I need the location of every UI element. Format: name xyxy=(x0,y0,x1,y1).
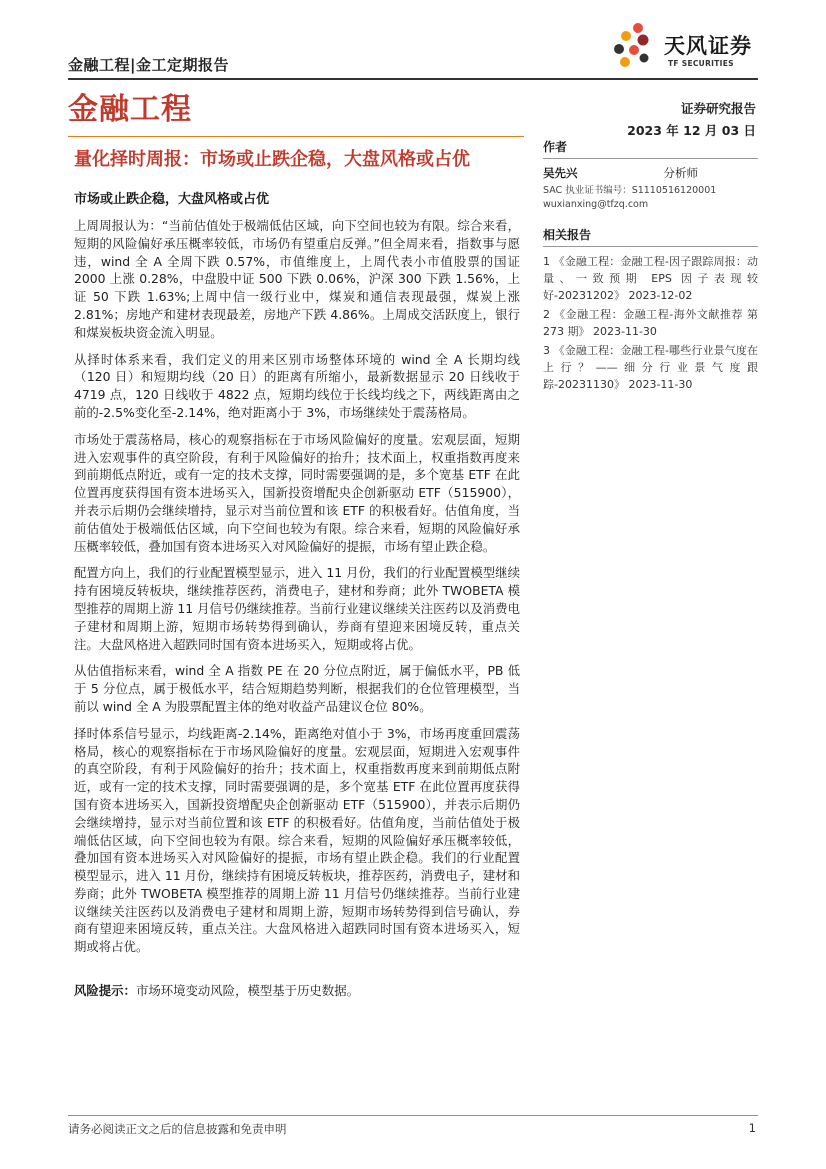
paragraph: 从估值指标来看，wind 全 A 指数 PE 在 20 分位点附近，属于偏低水平，PB 低于 5 分位点，属于极低水平，结合短期趋势判断，根据我们的仓位管理模型，当前以 wind 全 A 为股票配置主体的绝对收益产品建议仓位 80%。 xyxy=(74,663,520,714)
summary-heading: 市场或止跌企稳，大盘风格或占优 xyxy=(74,192,270,207)
related-report-link[interactable]: 3 《金融工程：金融工程-哪些行业景气度在上行？——细分行业景气度跟踪-20231130》 2023-11-30 xyxy=(543,344,758,391)
tf-logo-icon xyxy=(610,22,656,70)
page-number: 1 xyxy=(748,1121,756,1135)
document-title: 量化择时周报：市场或止跌企稳，大盘风格或占优 xyxy=(74,149,470,170)
report-type: 证券研究报告 xyxy=(680,101,756,116)
author-role: 分析师 xyxy=(663,166,698,180)
risk-label: 风险提示： xyxy=(74,983,136,999)
paragraph: 择时体系信号显示，均线距离-2.14%，距离绝对值小于 3%，市场再度重回震荡格局，核心的观察指标在于市场风险偏好的度量。宏观层面，短期进入宏观事件的真空阶段，有利于风险偏好的抬升；技术面上，权重指数再度来到前期低点附近，或有一定的技术支撑，同时需要强调的是，多个宽基 ETF 在此位置再度获得国有资本进场买入，国新投资增配央企创新驱动 ETF（515900），并表示后期仍会继续增持，显示对当前位置和该 ETF 的积极看好。估值角度，当前估值处于极端低估区域，向下空间也较为有限。综合来看，短期的风险偏好承压概率较低，叠加国有资本进场买入对风险偏好的提振，市场有望止跌企稳。我们的行业配置模型显示，进入 11 月份，继续持有困境反转板块，推荐医药，消费电子，建材和券商；此外 TWOBETA 模型推荐的周期上游 11 月信号仍继续推荐。当前行业建议继续关注医药以及消费电子建材和周期上游，短期市场转势得到信号确认，券商有望迎来困境反转，重点关注。大盘风格进入超跌同时国有资本进场买入，短期或将占优。 xyxy=(74,725,520,955)
header-divider xyxy=(68,78,758,80)
author-email[interactable]: wuxianxing@tfzq.com xyxy=(543,199,649,210)
logo-name-en: TF SECURITIES xyxy=(668,59,734,68)
section-title: 金融工程 xyxy=(68,92,192,127)
risk-note xyxy=(74,982,520,1000)
company-logo xyxy=(610,22,760,70)
main-body xyxy=(74,188,520,1000)
title-divider xyxy=(68,136,524,137)
related-report-link[interactable]: 2 《金融工程：金融工程-海外文献推荐 第 273 期》 2023-11-30 xyxy=(543,308,758,338)
paragraph: 市场处于震荡格局，核心的观察指标在于市场风险偏好的度量。宏观层面，短期进入宏观事件的真空阶段，有利于风险偏好的抬升；技术面上，权重指数再度来到前期低点附近，或有一定的技术支撑，同时需要强调的是，多个宽基 ETF 在此位置再度获得国有资本进场买入，国新投资增配央企创新驱动 ETF（515900），并表示后期仍会继续增持，显示对当前位置和该 ETF 的积极看好。估值角度，当前估值处于极端低估区域，向下空间也较为有限。综合来看，短期的风险偏好承压概率较低，叠加国有资本进场买入对风险偏好的提振，市场有望止跌企稳。 xyxy=(74,431,520,554)
footer-divider xyxy=(68,1115,758,1116)
author-name: 吴先兴 xyxy=(543,166,578,180)
logo-name-cn: 天风证券 xyxy=(664,34,752,58)
paragraph: 从择时体系来看，我们定义的用来区别市场整体环境的 wind 全 A 长期均线（120 日）和短期均线（20 日）的距离有所缩小，最新数据显示 20 日线收于 4719 点，120 日线收于 4822 点，短期均线位于长线均线之下，两线距离由之前的-2.5%变化至-2.14%，绝对距离小于 3%，市场继续处于震荡格局。 xyxy=(74,351,520,420)
paragraph: 配置方向上，我们的行业配置模型显示，进入 11 月份，我们的行业配置模型继续持有困境反转板块，继续推荐医药，消费电子，建材和券商；此外 TWOBETA 模型推荐的周期上游 11 月信号仍继续推荐。当前行业建议继续关注医药以及消费电子建材和周期上游，短期市场转势得到确认，券商有望迎来困境反转，重点关注。大盘风格进入超跌同时国有资本进场买入，短期或将占优。 xyxy=(74,565,520,652)
author-row xyxy=(543,165,758,181)
paragraph: 上周周报认为：“当前估值处于极端低估区域，向下空间也较为有限。综合来看，短期的风险偏好承压概率较低，市场仍有望重启反弹。”但全周来看，指数事与愿违，wind 全 A 全周下跌 0.57%，市值维度上，上周代表小市值股票的国证 2000 上涨 0.28%，中盘股中证 500 下跌 0.06%，沪深 300 下跌 1.56%，上证 50 下跌 1.63%;上周中信一级行业中，煤炭和通信表现最强，煤炭上涨 2.81%；房地产和建材表现最差，房地产下跌 4.86%。上周成交活跃度上，银行和煤炭板块资金流入明显。 xyxy=(74,218,520,340)
author-license: SAC 执业证书编号：S1110516120001 xyxy=(543,185,717,196)
sidebar xyxy=(543,138,758,395)
report-date: 2023 年 12 月 03 日 xyxy=(627,123,756,138)
risk-text: 市场环境变动风险，模型基于历史数据。 xyxy=(135,983,359,999)
report-category: 金融工程|金工定期报告 xyxy=(68,56,229,74)
footer-disclaimer: 请务必阅读正文之后的信息披露和免责申明 xyxy=(68,1122,287,1136)
related-report-link[interactable]: 1 《金融工程：金融工程-因子跟踪周报：动量、一致预期 EPS 因子表现较好-20231202》 2023-12-02 xyxy=(543,255,758,302)
author-heading: 作者 xyxy=(543,138,758,159)
related-heading: 相关报告 xyxy=(543,226,758,247)
